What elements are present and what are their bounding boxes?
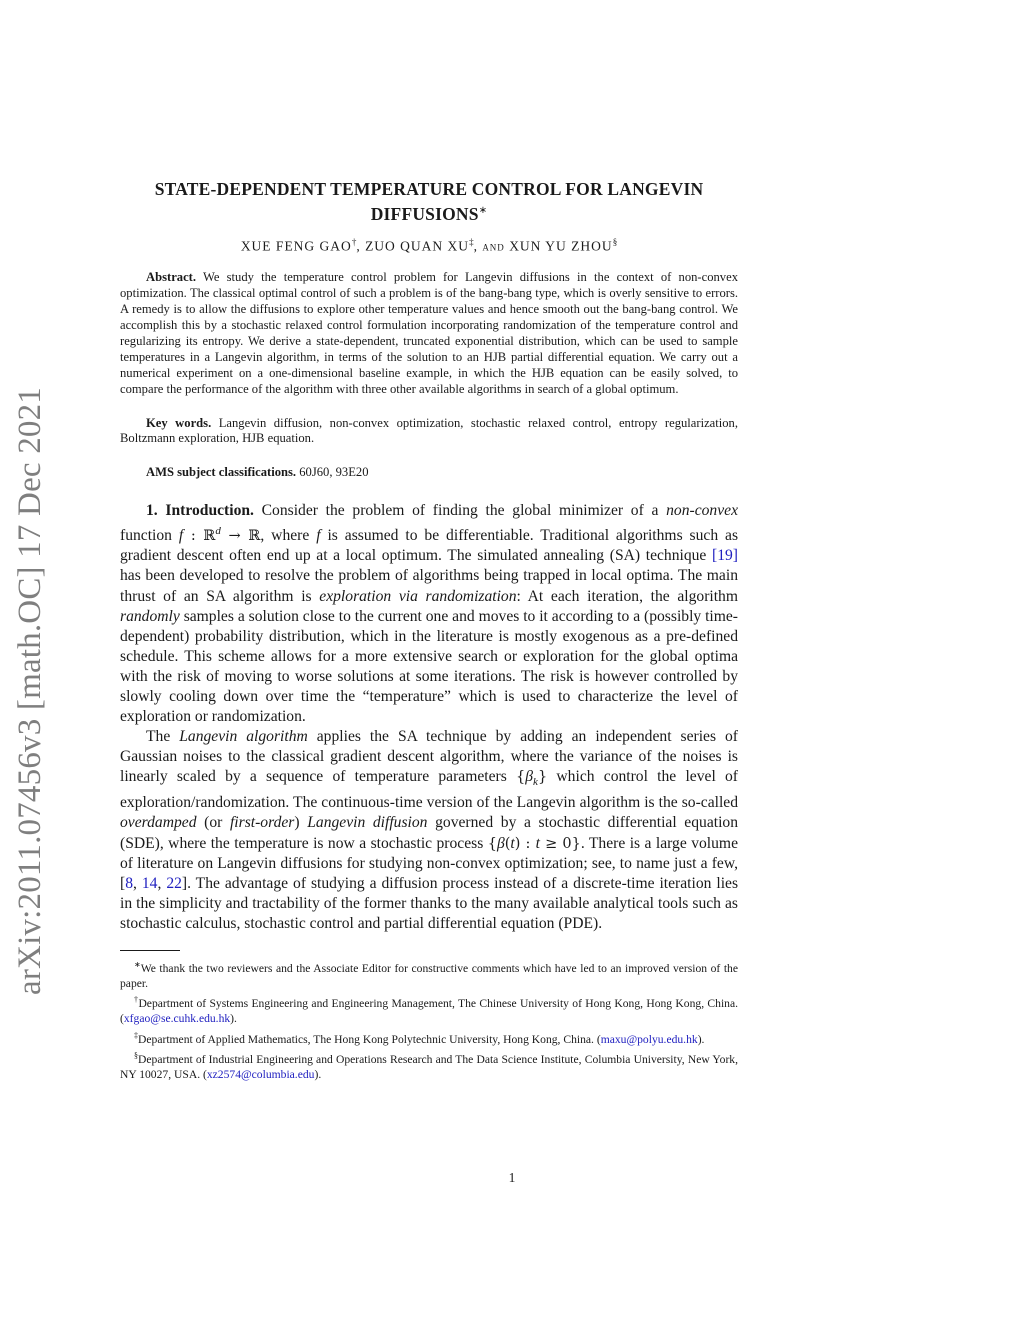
math-function-signature: f : ℝ$^d$ → ℝ [178, 525, 261, 545]
footnote-text: Department of Applied Mathematics, The Hong Kong Polytechnic University, Hong Kong, China. ( [138, 1032, 601, 1046]
text-run: Consider the problem of finding the global minimizer of a [261, 502, 659, 520]
citation-8[interactable]: 8 [125, 874, 133, 892]
author-2: ZUO QUAN XU [365, 238, 470, 254]
footnote-affiliation-2 [120, 1028, 738, 1047]
arxiv-identifier [10, 386, 48, 1035]
section-heading: 1. Introduction. [146, 502, 254, 520]
text-run: (or [204, 814, 223, 832]
citation-19[interactable]: [19] [712, 547, 738, 565]
footnote-text: Department of Industrial Engineering and Operations Research and The Data Science Institute, Columbia University, New York, NY 10027, USA. ( [120, 1052, 738, 1081]
footnote-text: ). [314, 1067, 322, 1081]
emphasis-randomly: randomly [120, 607, 180, 625]
footnote-text: ). [697, 1032, 705, 1046]
email-link-gao[interactable]: xfgao@se.cuhk.edu.hk [123, 1012, 231, 1026]
text-run: governed by a stochastic differential equation (SDE), where the temperature is now a stochastic process [120, 814, 738, 852]
keywords [120, 416, 738, 448]
footnote-text: ). [230, 1012, 237, 1026]
abstract-text: We study the temperature control problem for Langevin diffusions in the context of non-convex optimization. The classical optimal control of such a problem is of the bang-bang type, which is overly sensitive to errors. A remedy is to allow the diffusions to explore other temperature values and hence smooth out the bang-bang control. We accomplish this by a stochastic relaxed control formulation incorporating randomization of the temperature control and regularizing its entropy. We derive a state-dependent, truncated exponential distribution, which can be used to sample temperatures in a Langevin algorithm, in terms of the solution to an HJB partial differential equation. We carry out a numerical experiment on a one-dimensional baseline example, in which the HJB equation can be easily solved, to compare the performance of the algorithm with three other available algorithms in search of a global optimum. [120, 270, 738, 396]
arxiv-identifier-text: arXiv:2011.07456v3 [math.OC] 17 Dec 2021 [12, 386, 48, 995]
author-1: XUE FENG GAO [240, 238, 352, 254]
text-run: . There is a large volume of literature on Langevin diffusions for studying non-convex optimization; see, to name just a few, [120, 834, 738, 872]
math-beta-process: {β(t) : t ≥ 0} [487, 834, 581, 852]
paper-title-line-1: STATE-DEPENDENT TEMPERATURE CONTROL FOR LANGEVIN [154, 179, 704, 199]
paper-page [120, 178, 738, 1083]
text-run: ) [294, 814, 300, 832]
text-run: applies the SA technique by adding an independent series of Gaussian noises to the classical gradient descent algorithm, where the variance of the noises is linearly scaled by a sequence of temperature parameters [120, 728, 738, 786]
ams-text: 60J60, 93E20 [299, 465, 369, 480]
author-3: XUN YU ZHOU [509, 238, 613, 254]
author-1-mark: † [351, 236, 357, 247]
ams-classifications [120, 465, 738, 481]
text-run: which control the level of exploration/randomization. The continuous-time version of the Langevin algorithm is the so-called [120, 768, 739, 812]
author-list: XUE FENG GAO†, ZUO QUAN XU‡, and XUN YU ZHOU§ [240, 236, 618, 254]
footnote-acknowledgement [120, 957, 738, 991]
footnote-text: We thank the two reviewers and the Associate Editor for constructive comments which have led to an improved version of the paper. [120, 961, 738, 991]
footnote-affiliation-3 [120, 1048, 738, 1082]
text-run: : At each iteration, the algorithm [516, 587, 738, 605]
author-3-mark: § [612, 236, 618, 247]
paper-title [120, 178, 738, 225]
email-link-zhou[interactable]: xz2574@columbia.edu [206, 1067, 315, 1081]
abstract-label: Abstract. [146, 270, 197, 285]
title-footnote-mark: ∗ [478, 205, 488, 216]
citation-22[interactable]: 22 [166, 874, 182, 892]
text-run: samples a solution close to the current one and moves to it according to a (possibly time-dependent) probability distribution, which in the literature is mostly exogenous as a pre-defined schedule. This scheme allows for a more extensive search or exploration for the global optima with the risk of moving to worse solutions at some iterations. The risk is however controlled by slowly cooling down over time the “temperature” which is used to characterize the level of exploration or randomization. [120, 607, 739, 726]
author-conjunction: and [482, 238, 505, 254]
author-2-mark: ‡ [469, 236, 474, 247]
footnote-mark: † [134, 995, 139, 1005]
text-run: . The advantage of studying a diffusion process instead of a discrete-time iteration lies in the simplicity and tractability of the former thanks to the many available analytical tools such as stochastic calculus, stochastic control and partial differential equation (PDE). [120, 874, 739, 932]
abstract [120, 270, 738, 397]
footnotes [120, 957, 738, 1082]
math-beta-sequence: $\{\beta_k\}$ [516, 768, 548, 789]
paper-title-line-2: DIFFUSIONS [370, 203, 479, 224]
introduction-section [120, 501, 738, 934]
text-run: function [120, 527, 172, 545]
emphasis-exploration: exploration via randomization [319, 587, 517, 605]
footnote-mark: § [134, 1050, 138, 1060]
text-run: The [146, 728, 171, 746]
keywords-text: Langevin diffusion, non-convex optimization, stochastic relaxed control, entropy regularization, Boltzmann exploration, HJB equation. [120, 415, 738, 446]
footnote-mark: ∗ [134, 959, 141, 969]
emphasis-overdamped: overdamped [120, 814, 197, 832]
emphasis-first-order: first-order [229, 814, 295, 832]
emphasis-langevin-diffusion: Langevin diffusion [307, 814, 428, 832]
intro-paragraph-2: The Langevin algorithm applies the SA technique by adding an independent series of Gaussian noises to the classical gradient descent algorithm, where the variance of the noises is linearly scaled by a sequence of temperature parameters $\{\beta_k\}$ which control the level of exploration/randomization. The continuous-time version of the Langevin algorithm is the so-called overdamped (or first-order) Langevin diffusion governed by a stochastic differential equation (SDE), where the temperature is now a stochastic process {β(t) : t ≥ 0}. There is a large volume of literature on Langevin diffusions for studying non-convex optimization; see, to name just a few, [8, 14, 22]. The advantage of studying a diffusion process instead of a discrete-time iteration lies in the simplicity and tractability of the former thanks to the many available analytical tools such as stochastic calculus, stochastic control and partial differential equation (PDE). [120, 728, 739, 932]
emphasis-non-convex: non-convex [666, 502, 738, 520]
email-link-xu[interactable]: maxu@polyu.edu.hk [600, 1032, 698, 1046]
text-run: , where [260, 527, 310, 545]
citation-bracket: ] [181, 874, 188, 892]
emphasis-langevin-algorithm: Langevin algorithm [179, 728, 308, 746]
citation-bracket: [ [120, 874, 126, 892]
page-number: 1 [508, 1170, 516, 1185]
footnote-mark: ‡ [134, 1030, 138, 1040]
text-run: has been developed to resolve the problem of algorithms being trapped in local optima. The main thrust of an SA algorithm is [120, 567, 738, 605]
footnote-text: Department of Systems Engineering and Engineering Management, The Chinese University of Hong Kong, Hong Kong, China. ( [120, 997, 739, 1026]
footnote-affiliation-1 [120, 992, 738, 1026]
footnote-divider [120, 950, 180, 951]
ams-label: AMS subject classifications. [146, 465, 297, 480]
math-f: f [316, 527, 321, 545]
citation-14[interactable]: 14 [141, 874, 158, 892]
keywords-label: Key words. [146, 415, 212, 430]
text-run: is assumed to be differentiable. Traditional algorithms such as gradient descent often end up at a local optimum. The simulated annealing (SA) technique [120, 527, 739, 565]
intro-paragraph-1 [120, 501, 738, 727]
